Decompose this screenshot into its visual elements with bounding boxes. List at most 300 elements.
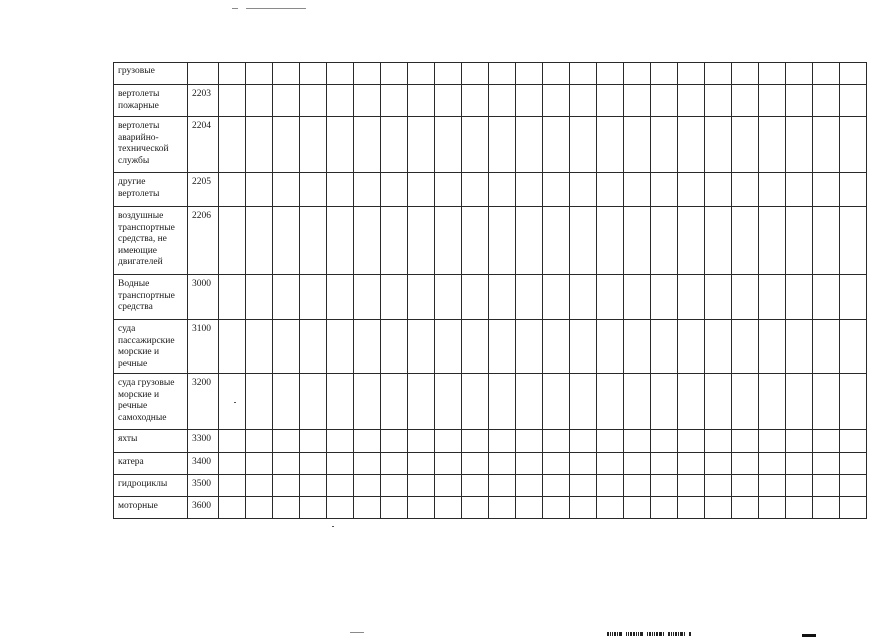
barcode-bar <box>684 632 685 636</box>
empty-cell <box>786 475 813 497</box>
empty-cell <box>840 374 867 430</box>
row-code-cell: 3300 <box>188 430 219 453</box>
empty-cell <box>813 430 840 453</box>
empty-cell <box>516 173 543 207</box>
empty-cell <box>543 497 570 519</box>
empty-cell <box>786 453 813 475</box>
empty-cell <box>462 475 489 497</box>
empty-cell <box>273 320 300 374</box>
empty-cell <box>786 374 813 430</box>
barcode-bar <box>675 632 677 636</box>
row-code-cell: 3500 <box>188 475 219 497</box>
empty-cell <box>462 85 489 117</box>
barcode-bar <box>680 632 683 636</box>
empty-cell <box>435 374 462 430</box>
empty-cell <box>732 63 759 85</box>
empty-cell <box>273 275 300 320</box>
empty-cell <box>732 275 759 320</box>
empty-cell <box>840 207 867 275</box>
empty-cell <box>840 430 867 453</box>
empty-cell <box>543 173 570 207</box>
barcode-bar <box>640 632 643 636</box>
empty-cell <box>543 117 570 173</box>
empty-cell <box>759 117 786 173</box>
row-name-cell: Водные транспортные средства <box>114 275 188 320</box>
table-row <box>114 430 867 453</box>
table-row <box>114 497 867 519</box>
empty-cell <box>570 173 597 207</box>
table-row <box>114 207 867 275</box>
empty-cell <box>381 117 408 173</box>
empty-cell <box>246 374 273 430</box>
empty-cell <box>705 430 732 453</box>
empty-cell <box>408 275 435 320</box>
empty-cell <box>462 63 489 85</box>
empty-cell <box>759 374 786 430</box>
empty-cell <box>786 430 813 453</box>
row-name-cell: вертолеты аварийно-технической службы <box>114 117 188 173</box>
empty-cell <box>435 173 462 207</box>
empty-cell <box>651 85 678 117</box>
empty-cell <box>246 430 273 453</box>
empty-cell <box>462 430 489 453</box>
empty-cell <box>327 173 354 207</box>
empty-cell <box>300 374 327 430</box>
empty-cell <box>705 497 732 519</box>
empty-cell <box>327 475 354 497</box>
empty-cell <box>678 320 705 374</box>
empty-cell <box>381 374 408 430</box>
empty-cell <box>678 475 705 497</box>
empty-cell <box>219 430 246 453</box>
empty-cell <box>435 320 462 374</box>
empty-cell <box>597 275 624 320</box>
empty-cell <box>651 320 678 374</box>
empty-cell <box>435 117 462 173</box>
empty-cell <box>300 117 327 173</box>
empty-cell <box>327 275 354 320</box>
table-row <box>114 173 867 207</box>
empty-cell <box>597 453 624 475</box>
empty-cell <box>462 173 489 207</box>
empty-cell <box>705 173 732 207</box>
empty-cell <box>462 497 489 519</box>
barcode-bar <box>673 632 674 636</box>
barcode-bar <box>638 632 639 636</box>
empty-cell <box>489 275 516 320</box>
empty-cell <box>300 275 327 320</box>
scan-artifact-top-small <box>232 8 238 9</box>
empty-cell <box>354 453 381 475</box>
barcode-bar <box>647 632 648 636</box>
empty-cell <box>408 207 435 275</box>
empty-cell <box>516 320 543 374</box>
empty-cell <box>651 475 678 497</box>
empty-cell <box>624 497 651 519</box>
empty-cell <box>840 275 867 320</box>
empty-cell <box>300 85 327 117</box>
empty-cell <box>840 117 867 173</box>
empty-cell <box>516 275 543 320</box>
empty-cell <box>543 275 570 320</box>
empty-cell <box>543 453 570 475</box>
empty-cell <box>408 453 435 475</box>
empty-cell <box>516 63 543 85</box>
empty-cell <box>354 85 381 117</box>
empty-cell <box>408 374 435 430</box>
empty-cell <box>327 374 354 430</box>
empty-cell <box>489 85 516 117</box>
table-row <box>114 117 867 173</box>
empty-cell <box>543 207 570 275</box>
empty-cell <box>786 207 813 275</box>
empty-cell <box>327 497 354 519</box>
empty-cell <box>408 430 435 453</box>
empty-cell <box>570 85 597 117</box>
empty-cell <box>327 207 354 275</box>
empty-cell <box>570 63 597 85</box>
barcode-bar <box>668 632 670 636</box>
empty-cell <box>732 374 759 430</box>
empty-cell <box>759 497 786 519</box>
empty-cell <box>624 63 651 85</box>
empty-cell <box>516 497 543 519</box>
empty-cell <box>570 497 597 519</box>
empty-cell <box>543 475 570 497</box>
empty-cell <box>462 453 489 475</box>
empty-cell <box>219 320 246 374</box>
table-row <box>114 475 867 497</box>
empty-cell <box>273 85 300 117</box>
empty-cell <box>489 63 516 85</box>
empty-cell <box>759 63 786 85</box>
row-code-cell <box>188 63 219 85</box>
empty-cell <box>408 320 435 374</box>
empty-cell <box>327 85 354 117</box>
barcode-bar <box>628 632 629 636</box>
empty-cell <box>759 475 786 497</box>
scan-artifact-bottom <box>350 632 364 633</box>
empty-cell <box>354 173 381 207</box>
empty-cell <box>732 430 759 453</box>
empty-cell <box>678 117 705 173</box>
empty-cell <box>543 430 570 453</box>
empty-cell <box>300 63 327 85</box>
empty-cell <box>570 453 597 475</box>
empty-cell <box>408 497 435 519</box>
empty-cell <box>489 173 516 207</box>
empty-cell <box>354 63 381 85</box>
empty-cell <box>813 207 840 275</box>
empty-cell <box>597 374 624 430</box>
row-code-cell: 3100 <box>188 320 219 374</box>
empty-cell <box>678 207 705 275</box>
empty-cell <box>732 475 759 497</box>
table-row <box>114 63 867 85</box>
empty-cell <box>381 63 408 85</box>
empty-cell <box>219 475 246 497</box>
empty-cell <box>327 430 354 453</box>
empty-cell <box>651 173 678 207</box>
row-code-cell: 2204 <box>188 117 219 173</box>
empty-cell <box>219 85 246 117</box>
empty-cell <box>273 117 300 173</box>
empty-cell <box>840 320 867 374</box>
empty-cell <box>840 497 867 519</box>
empty-cell <box>705 85 732 117</box>
table-row <box>114 453 867 475</box>
empty-cell <box>786 85 813 117</box>
empty-cell <box>705 117 732 173</box>
empty-cell <box>516 117 543 173</box>
empty-cell <box>435 207 462 275</box>
empty-cell <box>327 320 354 374</box>
empty-cell <box>489 374 516 430</box>
row-name-cell: другие вертолеты <box>114 173 188 207</box>
empty-cell <box>462 374 489 430</box>
barcode-bar <box>649 632 651 636</box>
empty-cell <box>489 207 516 275</box>
empty-cell <box>219 63 246 85</box>
empty-cell <box>246 275 273 320</box>
empty-cell <box>597 207 624 275</box>
empty-cell <box>840 453 867 475</box>
empty-cell <box>408 85 435 117</box>
empty-cell <box>813 320 840 374</box>
empty-cell <box>273 475 300 497</box>
empty-cell <box>300 453 327 475</box>
empty-cell <box>732 117 759 173</box>
empty-cell <box>516 453 543 475</box>
row-name-cell: катера <box>114 453 188 475</box>
empty-cell <box>813 374 840 430</box>
empty-cell <box>273 430 300 453</box>
empty-cell <box>597 117 624 173</box>
empty-cell <box>435 275 462 320</box>
empty-cell <box>327 453 354 475</box>
empty-cell <box>300 430 327 453</box>
empty-cell <box>354 374 381 430</box>
empty-cell <box>570 117 597 173</box>
empty-cell <box>759 85 786 117</box>
empty-cell <box>732 497 759 519</box>
empty-cell <box>246 63 273 85</box>
empty-cell <box>678 430 705 453</box>
empty-cell <box>624 320 651 374</box>
empty-cell <box>300 475 327 497</box>
empty-cell <box>597 497 624 519</box>
empty-cell <box>543 63 570 85</box>
empty-cell <box>651 430 678 453</box>
empty-cell <box>381 320 408 374</box>
empty-cell <box>759 320 786 374</box>
empty-cell <box>462 207 489 275</box>
empty-cell <box>813 173 840 207</box>
row-name-cell: яхты <box>114 430 188 453</box>
empty-cell <box>786 117 813 173</box>
row-code-cell: 3200 <box>188 374 219 430</box>
empty-cell <box>300 497 327 519</box>
empty-cell <box>354 475 381 497</box>
empty-cell <box>219 453 246 475</box>
row-code-cell: 3400 <box>188 453 219 475</box>
empty-cell <box>489 497 516 519</box>
empty-cell <box>597 173 624 207</box>
barcode-bar <box>633 632 635 636</box>
barcode-mark <box>607 632 691 636</box>
empty-cell <box>381 207 408 275</box>
row-code-cell: 2206 <box>188 207 219 275</box>
barcode-bar <box>656 632 658 636</box>
scan-speck <box>234 402 236 403</box>
empty-cell <box>570 430 597 453</box>
empty-cell <box>624 374 651 430</box>
empty-cell <box>516 374 543 430</box>
barcode-bar <box>663 632 664 636</box>
empty-cell <box>705 320 732 374</box>
empty-cell <box>570 207 597 275</box>
empty-cell <box>381 430 408 453</box>
empty-cell <box>813 117 840 173</box>
empty-cell <box>246 173 273 207</box>
empty-cell <box>678 173 705 207</box>
empty-cell <box>219 207 246 275</box>
barcode-bar <box>636 632 637 636</box>
empty-cell <box>273 374 300 430</box>
empty-cell <box>381 453 408 475</box>
empty-cell <box>813 63 840 85</box>
empty-cell <box>651 207 678 275</box>
empty-cell <box>246 497 273 519</box>
empty-cell <box>516 475 543 497</box>
empty-cell <box>597 430 624 453</box>
empty-cell <box>840 85 867 117</box>
empty-cell <box>786 63 813 85</box>
empty-cell <box>597 320 624 374</box>
empty-cell <box>408 117 435 173</box>
empty-cell <box>840 63 867 85</box>
empty-cell <box>840 173 867 207</box>
empty-cell <box>759 173 786 207</box>
empty-cell <box>597 63 624 85</box>
barcode-bar <box>689 632 691 636</box>
barcode-bar <box>619 632 622 636</box>
row-code-cell: 2205 <box>188 173 219 207</box>
empty-cell <box>732 85 759 117</box>
barcode-bar <box>678 632 679 636</box>
empty-cell <box>597 85 624 117</box>
empty-cell <box>408 173 435 207</box>
empty-cell <box>489 320 516 374</box>
barcode-bar <box>610 632 611 636</box>
empty-cell <box>219 173 246 207</box>
empty-cell <box>624 453 651 475</box>
empty-cell <box>624 117 651 173</box>
empty-cell <box>354 320 381 374</box>
empty-cell <box>489 475 516 497</box>
row-code-cell: 2203 <box>188 85 219 117</box>
barcode-bar <box>630 632 632 636</box>
vehicle-register-table <box>113 62 867 519</box>
empty-cell <box>327 117 354 173</box>
empty-cell <box>786 275 813 320</box>
empty-cell <box>705 207 732 275</box>
barcode-bar <box>607 632 609 636</box>
empty-cell <box>435 85 462 117</box>
empty-cell <box>354 117 381 173</box>
empty-cell <box>651 453 678 475</box>
empty-cell <box>813 453 840 475</box>
empty-cell <box>300 207 327 275</box>
empty-cell <box>570 475 597 497</box>
empty-cell <box>624 173 651 207</box>
empty-cell <box>678 85 705 117</box>
empty-cell <box>678 374 705 430</box>
empty-cell <box>759 430 786 453</box>
empty-cell <box>354 497 381 519</box>
empty-cell <box>219 497 246 519</box>
empty-cell <box>408 63 435 85</box>
table-row <box>114 275 867 320</box>
empty-cell <box>381 85 408 117</box>
empty-cell <box>813 497 840 519</box>
row-code-cell: 3000 <box>188 275 219 320</box>
empty-cell <box>246 117 273 173</box>
empty-cell <box>246 475 273 497</box>
table-row <box>114 374 867 430</box>
empty-cell <box>246 85 273 117</box>
table-row <box>114 320 867 374</box>
empty-cell <box>246 320 273 374</box>
empty-cell <box>705 275 732 320</box>
empty-cell <box>705 453 732 475</box>
row-name-cell: вертолеты пожарные <box>114 85 188 117</box>
barcode-bar <box>617 632 618 636</box>
barcode-bar <box>654 632 655 636</box>
empty-cell <box>300 320 327 374</box>
row-name-cell: грузовые <box>114 63 188 85</box>
empty-cell <box>435 453 462 475</box>
empty-cell <box>381 497 408 519</box>
empty-cell <box>273 453 300 475</box>
empty-cell <box>705 374 732 430</box>
row-code-cell: 3600 <box>188 497 219 519</box>
empty-cell <box>462 320 489 374</box>
empty-cell <box>651 374 678 430</box>
row-name-cell: суда грузовые морские и речные самоходные <box>114 374 188 430</box>
empty-cell <box>435 430 462 453</box>
barcode-bar <box>614 632 616 636</box>
empty-cell <box>813 475 840 497</box>
empty-cell <box>624 85 651 117</box>
row-name-cell: суда пассажирские морские и речные <box>114 320 188 374</box>
empty-cell <box>381 475 408 497</box>
empty-cell <box>462 275 489 320</box>
empty-cell <box>408 475 435 497</box>
empty-cell <box>381 173 408 207</box>
empty-cell <box>651 497 678 519</box>
barcode-bar <box>671 632 672 636</box>
barcode-bar <box>659 632 662 636</box>
empty-cell <box>246 207 273 275</box>
empty-cell <box>435 475 462 497</box>
empty-cell <box>570 275 597 320</box>
empty-cell <box>354 275 381 320</box>
empty-cell <box>570 374 597 430</box>
empty-cell <box>678 275 705 320</box>
empty-cell <box>678 63 705 85</box>
empty-cell <box>354 430 381 453</box>
